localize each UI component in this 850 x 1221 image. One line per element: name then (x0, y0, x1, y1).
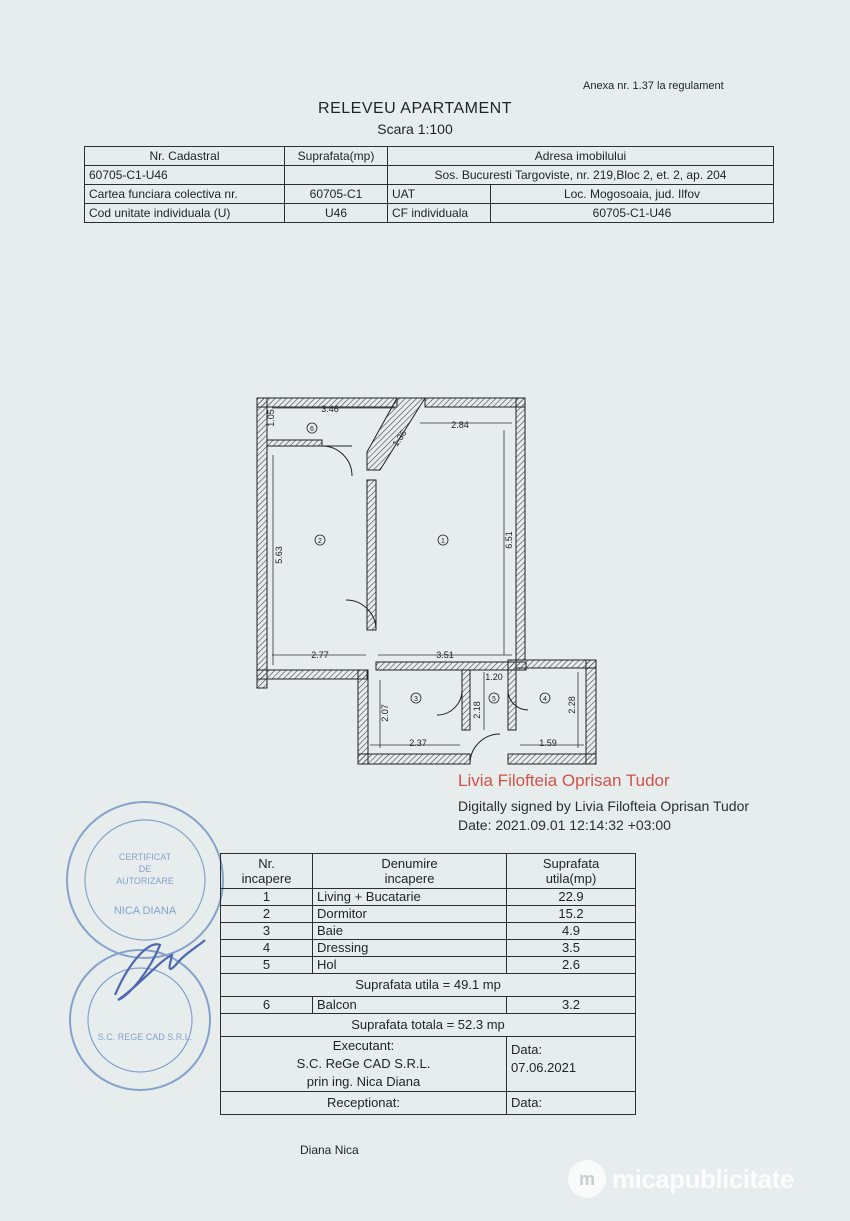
dim-1-59: 1.59 (539, 738, 557, 748)
digital-signature-date: Date: 2021.09.01 12:14:32 +03:00 (458, 817, 671, 833)
table-row: 4 Dressing 3.5 (221, 940, 636, 957)
room-marker-1-label: 1 (441, 538, 445, 545)
wall-bottom-mid (376, 662, 526, 670)
scale-label: Scara 1:100 (377, 121, 453, 137)
received-cell: Receptionat: (221, 1092, 507, 1115)
dim-2-28: 2.28 (567, 696, 577, 714)
authorization-stamp (67, 802, 223, 1090)
cfi-value: 60705-C1-U46 (491, 204, 774, 223)
cod-label: Cod unitate individuala (U) (85, 204, 285, 223)
header-address: Adresa imobilului (388, 147, 774, 166)
dim-1-05: 1.05 (266, 409, 276, 427)
cf-value: 60705-C1 (285, 185, 388, 204)
rooms-header-name: Denumire incapere (313, 854, 507, 889)
wall-left (257, 398, 267, 688)
signature-scribble (115, 940, 205, 1000)
total-area: Suprafata totala = 52.3 mp (221, 1014, 636, 1037)
address-value: Sos. Bucuresti Targoviste, nr. 219,Bloc 2, et. 2, ap. 204 (388, 166, 774, 185)
rooms-header-nr: Nr. incapere (221, 854, 313, 889)
dim-2-37: 2.37 (409, 738, 427, 748)
digital-signature-line: Digitally signed by Livia Filofteia Oprisan Tudor (458, 798, 750, 814)
wall-partition (367, 480, 376, 630)
cf-label: Cartea funciara colectiva nr. (85, 185, 285, 204)
header-surface: Suprafata(mp) (285, 147, 388, 166)
table-row: 6 Balcon 3.2 (221, 997, 636, 1014)
table-row: 3 Baie 4.9 (221, 923, 636, 940)
dim-2-84: 2.84 (451, 420, 469, 430)
dim-2-77: 2.77 (311, 650, 329, 660)
cadastral-value: 60705-C1-U46 (85, 166, 285, 185)
cfi-label: CF individuala (388, 204, 491, 223)
useful-area-total: Suprafata utila = 49.1 mp (221, 974, 636, 997)
dim-5-63: 5.63 (274, 546, 284, 564)
wall-bottom-left (257, 670, 367, 679)
door-arc-balcony (322, 446, 352, 476)
watermark-text: micapublicitate (612, 1163, 794, 1194)
dim-1-20: 1.20 (485, 672, 503, 682)
wall-top-right (425, 398, 525, 407)
document-title: RELEVEU APARTAMENT (318, 100, 512, 117)
stamp-text-1: CERTIFICAT (118, 852, 172, 862)
dim-2-18: 2.18 (472, 701, 482, 719)
wall-bath-left (358, 670, 368, 764)
date-cell: Data: 07.06.2021 (507, 1037, 636, 1092)
watermark-icon: m (568, 1160, 606, 1198)
watermark-logo (568, 1160, 794, 1198)
wall-bath-bottom (358, 754, 470, 764)
uat-label: UAT (388, 185, 491, 204)
wall-balcony (267, 440, 322, 446)
door-arc-entry (470, 734, 500, 764)
wall-dressing-top (516, 660, 596, 668)
received-date-cell: Data: (507, 1092, 636, 1115)
wall-dressing-bottom (508, 754, 596, 764)
dim-2-07: 2.07 (380, 704, 390, 722)
room-marker-5-label: 5 (492, 696, 496, 703)
footer-signer-name: Diana Nica (300, 1143, 359, 1157)
stamp-text-3: AUTORIZARE (116, 876, 174, 886)
dim-3-51: 3.51 (436, 650, 454, 660)
cod-value: U46 (285, 204, 388, 223)
dim-3-46: 3.46 (321, 404, 339, 414)
executor-cell: Executant: S.C. ReGe CAD S.R.L. prin ing. Nica Diana (221, 1037, 507, 1092)
rooms-header-surface: Suprafata utila(mp) (507, 854, 636, 889)
door-arc-bath (437, 690, 462, 715)
table-row: 5 Hol 2.6 (221, 957, 636, 974)
room-marker-4-label: 4 (543, 696, 547, 703)
wall-dressing-left (508, 660, 516, 730)
stamp-company: S.C. REGE CAD S.R.L. (97, 1032, 193, 1042)
room-marker-3-label: 3 (414, 696, 418, 703)
wall-right (516, 398, 525, 660)
header-cadastral: Nr. Cadastral (85, 147, 285, 166)
dim-1-36: 1.36 (390, 428, 409, 449)
stamp-text-2: DE (138, 864, 152, 874)
wall-bath-right (462, 670, 470, 730)
table-row: 2 Dormitor 15.2 (221, 906, 636, 923)
wall-dressing-right (586, 660, 596, 764)
table-row: 1 Living + Bucatarie 22.9 (221, 889, 636, 906)
room-marker-6-label: 6 (310, 426, 314, 433)
dim-6-51: 6.51 (504, 531, 514, 549)
uat-value: Loc. Mogosoaia, jud. Ilfov (491, 185, 774, 204)
annex-note: Anexa nr. 1.37 la regulament (583, 80, 724, 92)
stamp-name: NICA DIANA (113, 905, 177, 917)
rooms-table (220, 853, 636, 1115)
room-marker-2-label: 2 (318, 538, 322, 545)
signer-name: Livia Filofteia Oprisan Tudor (458, 771, 670, 790)
